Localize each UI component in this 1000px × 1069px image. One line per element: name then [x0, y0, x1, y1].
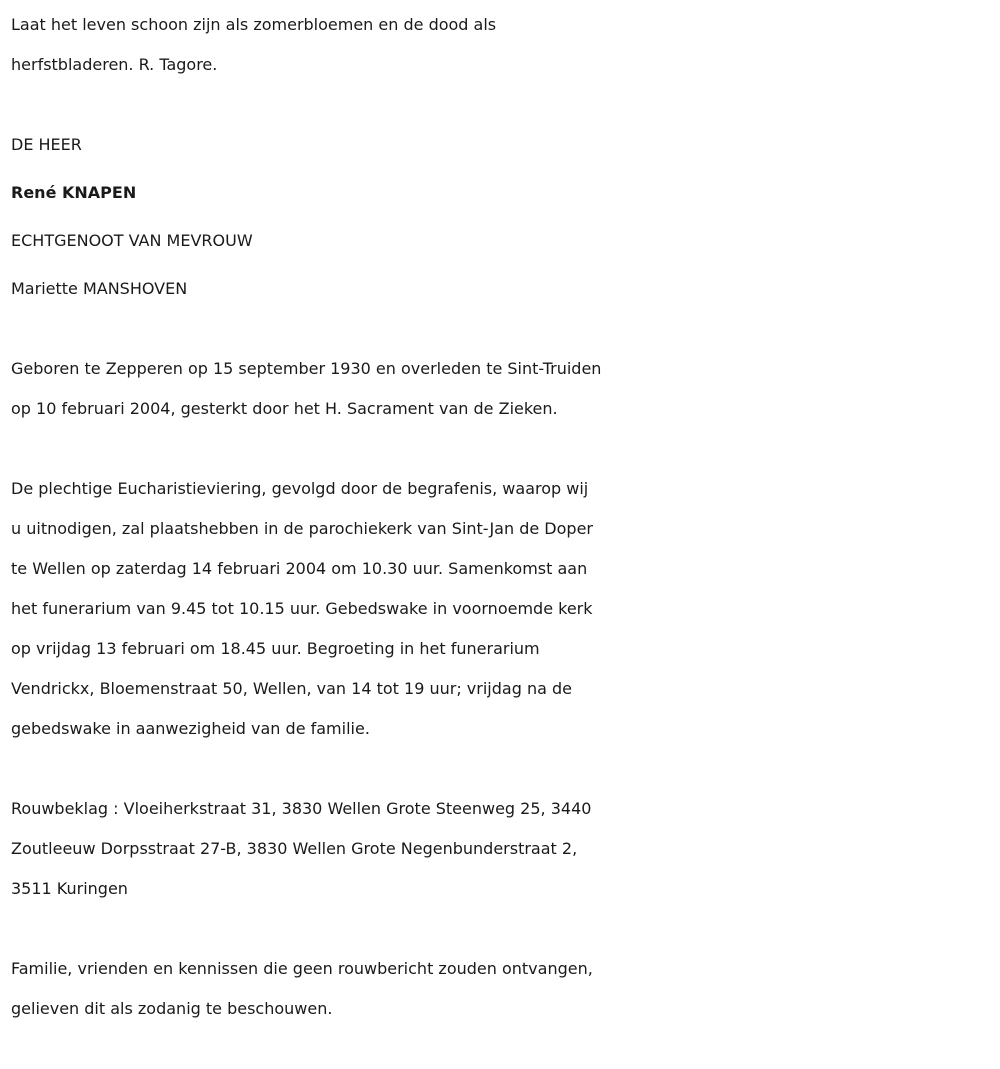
text-line: gelieven dit als zodanig te beschouwen. [11, 999, 333, 1018]
condolences-paragraph [11, 789, 996, 909]
notice-paragraph [11, 949, 996, 1029]
quote-line: Laat het leven schoon zijn als zomerbloemen en de dood als [11, 15, 497, 34]
text-line: te Wellen op zaterdag 14 februari 2004 om 10.30 uur. Samenkomst aan [11, 559, 588, 578]
deceased-relation: ECHTGENOOT VAN MEVROUW [11, 231, 253, 250]
obituary-document [11, 5, 996, 1069]
text-line: op vrijdag 13 februari om 18.45 uur. Begroeting in het funerarium [11, 639, 540, 658]
ceremony-paragraph [11, 469, 996, 749]
text-line: Rouwbeklag : Vloeiherkstraat 31, 3830 Wellen Grote Steenweg 25, 3440 [11, 799, 592, 818]
deceased-title: DE HEER [11, 135, 82, 154]
text-line: gebedswake in aanwezigheid van de familie. [11, 719, 370, 738]
text-line: De plechtige Eucharistieviering, gevolgd door de begrafenis, waarop wij [11, 479, 589, 498]
text-line: u uitnodigen, zal plaatshebben in de parochiekerk van Sint-Jan de Doper [11, 519, 593, 538]
quote-line: herfstbladeren. R. Tagore. [11, 55, 218, 74]
text-line: Geboren te Zepperen op 15 september 1930 en overleden te Sint-Truiden [11, 359, 602, 378]
text-line: Zoutleeuw Dorpsstraat 27-B, 3830 Wellen Grote Negenbunderstraat 2, [11, 839, 578, 858]
deceased-name: René KNAPEN [11, 183, 137, 202]
text-line: het funerarium van 9.45 tot 10.15 uur. Gebedswake in voornoemde kerk [11, 599, 593, 618]
deceased-block [11, 121, 996, 313]
text-line: Familie, vrienden en kennissen die geen rouwbericht zouden ontvangen, [11, 959, 593, 978]
quote-paragraph [11, 5, 996, 85]
text-line: op 10 februari 2004, gesterkt door het H. Sacrament van de Zieken. [11, 399, 558, 418]
text-line: 3511 Kuringen [11, 879, 128, 898]
birth-death-paragraph [11, 349, 996, 429]
spouse-name: Mariette MANSHOVEN [11, 279, 188, 298]
text-line: Vendrickx, Bloemenstraat 50, Wellen, van 14 tot 19 uur; vrijdag na de [11, 679, 572, 698]
